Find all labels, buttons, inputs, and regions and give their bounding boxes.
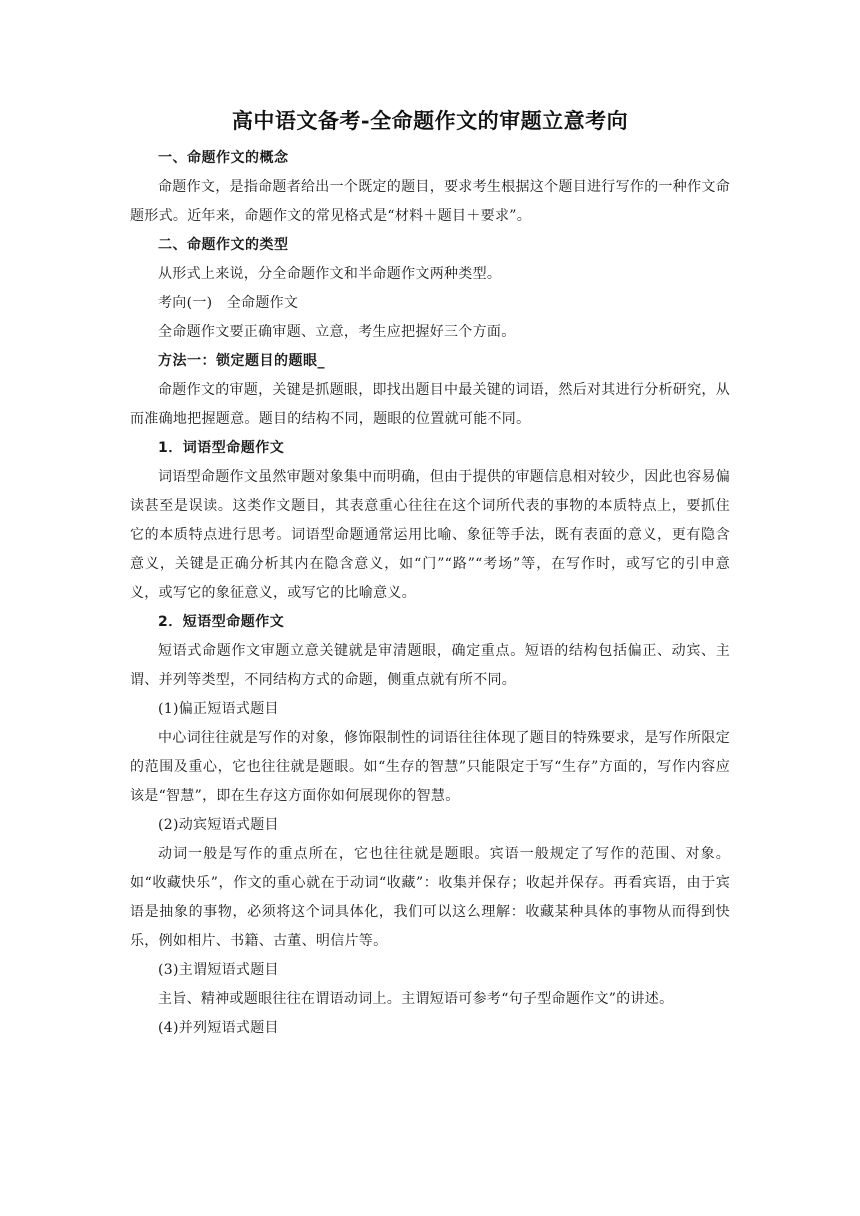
paragraph-modifier-phrase: 中心词往往就是写作的对象，修饰限制性的词语往往体现了题目的特殊要求，是写作所限定的范围及重心，它也往往就是题眼。如“生存的智慧”只能限定于写“生存”方面的，写作内容应该是“智慧”，即在生存这方面你如何展现你的智慧。 — [130, 730, 730, 804]
paragraph-verb-object-phrase: 动词一般是写作的重点所在，它也往往就是题眼。宾语一般规定了写作的范围、对象。如“收藏快乐”，作文的重心就在于动词“收藏”：收集并保存；收起并保存。再看宾语，由于宾语是抽象的事物，必须将这个词具体化，我们可以这么理解：收藏某种具体的事物从而得到快乐，例如相片、书籍、古董、明信片等。 — [130, 846, 730, 949]
subheading-verb-object-phrase: (2)动宾短语式题目 — [158, 817, 279, 833]
paragraph-full-title: 全命题作文要正确审题、立意，考生应把握好三个方面。 — [158, 324, 516, 340]
subheading-direction-one: 考向(一) 全命题作文 — [158, 295, 299, 311]
subheading-parallel-phrase: (4)并列短语式题目 — [158, 1020, 279, 1036]
heading-phrase-type: 2．短语型命题作文 — [158, 614, 285, 630]
paragraph-subject-predicate-phrase: 主旨、精神或题眼往往在谓语动词上。主谓短语可参考“句子型命题作文”的讲述。 — [158, 991, 674, 1007]
paragraph-phrase-type: 短语式命题作文审题立意关键就是审清题眼，确定重点。短语的结构包括偏正、动宾、主谓、并列等类型，不同结构方式的命题，侧重点就有所不同。 — [130, 643, 730, 688]
paragraph-concept: 命题作文，是指命题者给出一个既定的题目，要求考生根据这个题目进行写作的一种作文命题形式。近年来，命题作文的常见格式是“材料＋题目＋要求”。 — [130, 179, 730, 224]
section-heading-concept: 一、命题作文的概念 — [158, 150, 289, 166]
subheading-modifier-phrase: (1)偏正短语式题目 — [158, 701, 279, 717]
paragraph-types: 从形式上来说，分全命题作文和半命题作文两种类型。 — [158, 266, 502, 282]
heading-method-one: 方法一：锁定题目的题眼_ — [158, 353, 325, 369]
document-title: 高中语文备考-全命题作文的审题立意考向 — [231, 108, 629, 133]
section-heading-types: 二、命题作文的类型 — [158, 237, 289, 253]
subheading-subject-predicate-phrase: (3)主谓短语式题目 — [158, 962, 279, 978]
document-page — [130, 104, 730, 1043]
heading-word-type: 1．词语型命题作文 — [158, 440, 285, 456]
paragraph-word-type: 词语型命题作文虽然审题对象集中而明确，但由于提供的审题信息相对较少，因此也容易偏读甚至是误读。这类作文题目，其表意重心往往在这个词所代表的事物的本质特点上，要抓住它的本质特点进行思考。词语型命题通常运用比喻、象征等手法，既有表面的意义，更有隐含意义，关键是正确分析其内在隐含意义，如“门”“路”“考场”等，在写作时，或写它的引申意义，或写它的象征意义，或写它的比喻意义。 — [130, 469, 730, 601]
paragraph-method-one: 命题作文的审题，关键是抓题眼，即找出题目中最关键的词语，然后对其进行分析研究，从而准确地把握题意。题目的结构不同，题眼的位置就可能不同。 — [130, 382, 730, 427]
